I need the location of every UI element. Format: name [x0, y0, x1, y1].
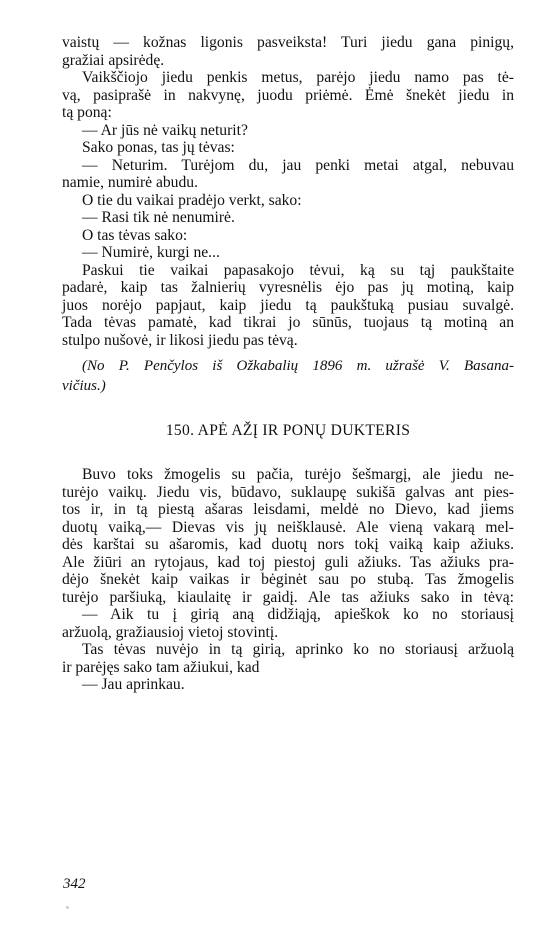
text-line: vičius.) [62, 377, 106, 394]
text-line: turėjo paršiuką, kiaulaitę ir gaidį. Ale tas ažiuks sako in tėvą: [62, 588, 514, 606]
text-line: ir parėjęs sako tam ažiukui, kad [62, 658, 260, 676]
text-line: turėjo vaikų. Jiedu vis, būdavo, suklaupę sukišā galvas ant pies- [62, 483, 514, 501]
text-line: Buvo toks žmogelis su pačia, turėjo šešmargį, ale jiedu ne- [82, 466, 514, 483]
text-line: O tas tėvas sako: [82, 226, 188, 244]
text-line: — Ar jūs nė vaikų neturit? [82, 121, 248, 139]
text-line: (No P. Penčylos iš Ožkabalių 1896 m. užrašė V. Basana- [82, 358, 514, 374]
text-line: — Jau aprinkau. [82, 676, 185, 693]
scan-speck [66, 906, 69, 909]
text-line: tos ir, in tą piestą ašaras leisdami, meldė no Dievo, kad jiems [62, 501, 514, 518]
text-line: gražiai apsirėdę. [62, 51, 165, 69]
text-line: dėjo šnekėt kaip vaikas ir bėginėt sau po stubą. Tas žmogelis [62, 571, 514, 588]
page-body [62, 34, 514, 694]
text-line: Paskui tie vaikai papasakojo tėvui, ką su tąj paukštaite [82, 261, 514, 279]
text-line: Sako ponas, tas jų tėvas: [82, 139, 235, 156]
paragraphs-top [62, 34, 514, 349]
source-note [62, 357, 514, 396]
text-line: — Neturim. Turėjom du, jau penki metai atgal, nebuvau [82, 156, 514, 174]
text-line: dės karštai su ašaromis, kad duotų nors tokį vaiką kaip ažiuks. [62, 536, 514, 553]
text-line: — Aik tu į girią aną didžiąją, apieškok ko no storiausį [82, 606, 514, 623]
text-line: Ale žiūri an rytojaus, kad toj piestoj guli ažiuks. Tas ažiuks pra- [62, 553, 514, 571]
text-line: — Numirė, kurgi ne... [82, 244, 220, 261]
text-line: Tada tėvas pamatė, kad tikrai jo sūnūs, tuojaus tą motiną an [62, 314, 514, 331]
text-line: namie, numirė abudu. [62, 174, 198, 191]
text-line: vą, pasiprašė in nakvynę, juodu priėmė. Ėmė šnekėt jiedu in [62, 86, 514, 104]
page-number: 342 [63, 876, 86, 892]
text-line: vaistų — kožnas ligonis pasveiksta! Turi jiedu gana pinigų, [62, 34, 514, 51]
text-line: O tie du vaikai pradėjo verkt, sako: [82, 191, 302, 209]
text-line: Tas tėvas nuvėjo in tą girią, aprinko ko no storiausį aržuolą [82, 641, 514, 658]
section-heading: 150. APĖ AŽĮ IR PONŲ DUKTERIS [165, 422, 411, 439]
text-line: — Rasi tik nė nenumirė. [82, 209, 235, 226]
paragraphs-bottom [62, 466, 514, 694]
text-line: stulpo nušovė, ir likosi jiedu pas tėvą. [62, 331, 298, 349]
text-line: duotų vaiką,— Dievas vis jų neišklausė. Ale vieną vakarą mel- [62, 518, 514, 536]
text-line: padarė, kaip tas žalnierių vyresnėlis ėjo pas jų motiną, kaip [62, 279, 514, 296]
text-line: juos norėjo papjaut, kaip jiedu tą paukštuką pusiau suvalgė. [62, 296, 514, 314]
text-line: aržuolą, gražiausioj vietoj stovintį. [62, 623, 279, 641]
spacer [62, 349, 514, 357]
text-line: Vaikščiojo jiedu penkis metus, parėjo jiedu namo pas tė- [82, 69, 514, 86]
text-line: tą poną: [62, 104, 112, 121]
